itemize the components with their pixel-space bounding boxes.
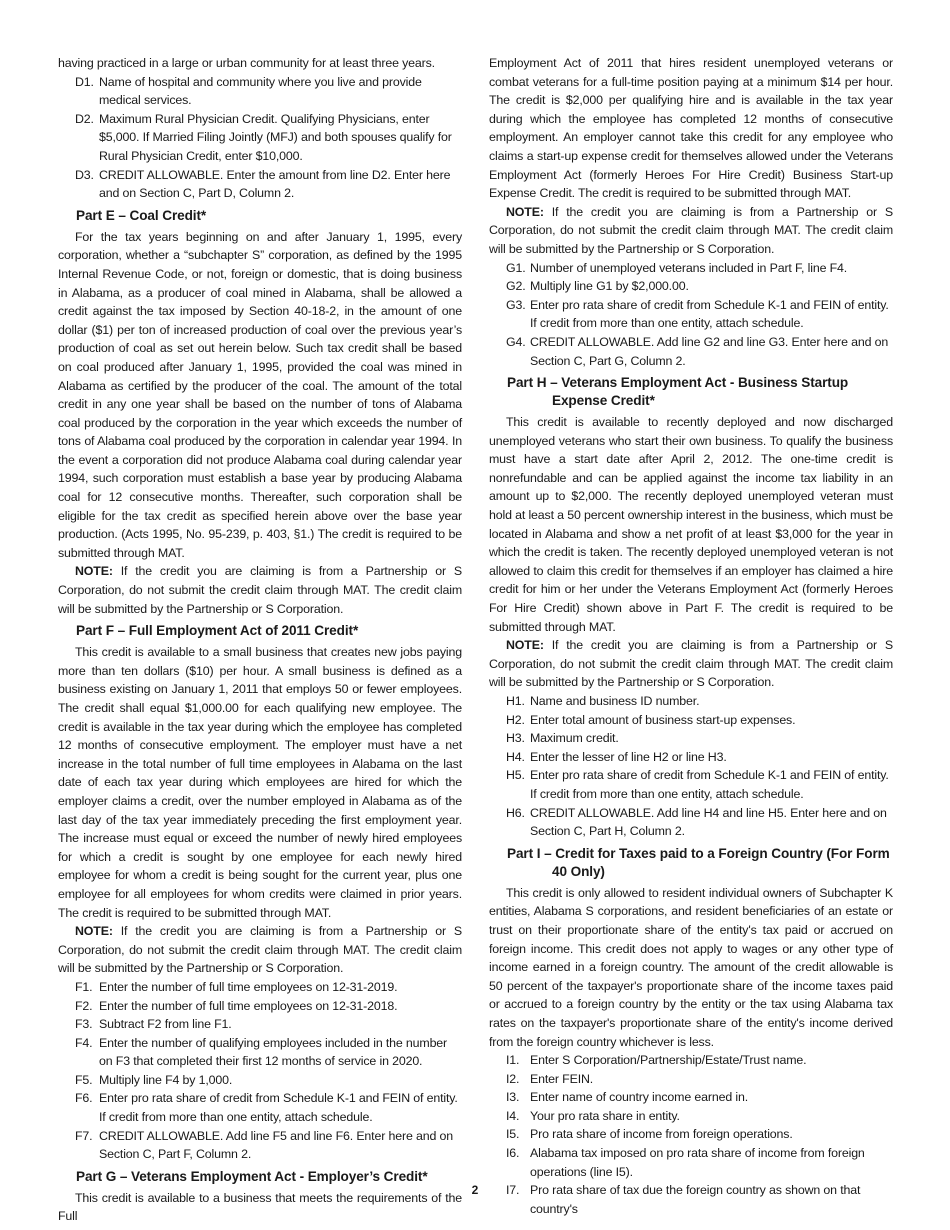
item-text: Name and business ID number. bbox=[530, 694, 700, 708]
item-text: Pro rata share of income from foreign operations. bbox=[530, 1127, 793, 1142]
intro-text: having practiced in a large or urban community for at least three years. bbox=[58, 56, 435, 70]
item-text: Name of hospital and community where you live and provide medical services. bbox=[99, 74, 422, 108]
item-text: Enter pro rata share of credit from Schedule K-1 and FEIN of entity. If credit from more than one entity, attach schedule. bbox=[530, 297, 889, 331]
part-f-note bbox=[58, 922, 462, 978]
part-g-note bbox=[489, 203, 893, 259]
item-text: Enter pro rata share of credit from Schedule K-1 and FEIN of entity. If credit from more than one entity, attach schedule. bbox=[99, 1091, 458, 1125]
h-items-list bbox=[506, 692, 893, 841]
note-label: NOTE: bbox=[75, 564, 113, 579]
list-item bbox=[506, 1070, 893, 1089]
list-item bbox=[75, 166, 462, 203]
item-number: I2. bbox=[506, 1071, 520, 1086]
right-column bbox=[489, 54, 893, 1218]
item-number: I3. bbox=[506, 1090, 520, 1105]
item-text: Enter S Corporation/Partnership/Estate/Trust name. bbox=[530, 1053, 807, 1068]
list-item bbox=[75, 1127, 462, 1164]
part-g-body-continued: Employment Act of 2011 that hires resident unemployed veterans or combat veterans for a full-time position paying at a minimum $14 per hour. The credit is $2,000 per qualifying hire and is available in the tax year during which the employee has completed 12 months of consecutive employment. An employer cannot take this credit for any employee who claims a start-up expense credit for themselves allowed under the Veterans Employment Act (formerly Heroes For Hire Credit) Business Start-up Expense Credit. The credit is required to be submitted through MAT. bbox=[489, 56, 893, 201]
item-text: Enter pro rata share of credit from Schedule K-1 and FEIN of entity. If credit from more than one entity, attach schedule. bbox=[530, 768, 889, 801]
item-number: F3. bbox=[75, 1017, 93, 1032]
item-number: H2. bbox=[506, 712, 525, 727]
item-text: Enter the lesser of line H2 or line H3. bbox=[530, 749, 727, 764]
item-number: G3. bbox=[506, 297, 526, 312]
item-number: H5. bbox=[506, 768, 525, 783]
item-number: F7. bbox=[75, 1128, 93, 1143]
item-number: H1. bbox=[506, 694, 525, 708]
item-number: F2. bbox=[75, 998, 93, 1013]
item-text: Multiply line G1 by $2,000.00. bbox=[530, 279, 689, 294]
item-text: Alabama tax imposed on pro rata share of income from foreign operations (line I5). bbox=[530, 1146, 865, 1179]
list-item bbox=[506, 748, 893, 767]
item-text: Multiply line F4 by 1,000. bbox=[99, 1072, 233, 1087]
item-number: H4. bbox=[506, 749, 525, 764]
list-item bbox=[506, 766, 893, 803]
note-label: NOTE: bbox=[506, 638, 544, 653]
item-text: Subtract F2 from line F1. bbox=[99, 1017, 232, 1032]
list-item bbox=[506, 729, 893, 748]
list-item bbox=[75, 1015, 462, 1034]
item-text: Maximum Rural Physician Credit. Qualifying Physicians, enter $5,000. If Married Filing Jointly (MFJ) and both spouses qualify for Rural Physician Credit, enter $10,000. bbox=[99, 111, 452, 163]
note-label: NOTE: bbox=[75, 924, 113, 939]
list-item bbox=[506, 1144, 893, 1181]
f-items-list bbox=[75, 978, 462, 1164]
part-e-body: For the tax years beginning on and after January 1, 1995, every corporation, whether a “subchapter S” corporation, as defined by the 1995 Internal Revenue Code, or not, foreign or domestic, that is doing business in Alabama, as a producer of coal mined in Alabama, shall be allowed a credit against the tax imposed by Section 40-18-2, in the amount of one dollar ($1) per ton of increased production of coal over the previous year’s production of coal as set out herein below. Such tax credit shall be based on coal produced after January 1, 1995, provided the coal was mined in Alabama as certified by the producer of the coal. The amount of the total credit in any one year shall be based on the number of tons of Alabama coal produced by the corporation in the year which exceeds the number of tons of Alabama coal produced by the corporation in calendar year 1994. In the event a corporation did not produce Alabama coal during calendar year 1994, such corporation must establish a base year by producing Alabama coal for 12 consecutive months. Thereafter, such corporation shall be eligible for the tax credit as specified herein above over the base year production. (Acts 1995, No. 95-239, p. 403, §1.) The credit is required to be submitted through MAT. bbox=[58, 229, 462, 560]
part-g-heading: Part G – Veterans Employment Act - Employer’s Credit* bbox=[76, 1168, 428, 1184]
item-number: I6. bbox=[506, 1146, 520, 1161]
item-number: F1. bbox=[75, 979, 93, 994]
list-item bbox=[506, 277, 893, 296]
part-f-body: This credit is available to a small business that creates new jobs paying more than ten dollars ($10) per hour. A small business is defined as a business existing on January 1, 2011 that employs 50 or fewer employees. The credit shall equal $1,000.00 for each qualifying new employee. The credit is available in the tax year during which the employee has completed 12 months of consecutive employment. The employer must have a net increase in the total number of full time employees in Alabama on the last date of each tax year during which employees are hired for which the employer claims a credit, over the number employed in Alabama as of the last day of the tax year immediately preceding the first employment year. The increase must equal or exceed the number of newly hired employees for which a credit is sought by one employee for each newly hired employee for whom a credit is being sought for the current year, plus one employee for all employees for whom credits were claimed in prior years. The credit is required to be submitted through MAT. bbox=[58, 645, 462, 920]
list-item bbox=[506, 804, 893, 841]
list-item bbox=[506, 259, 893, 278]
part-h-body: This credit is available to recently deployed and now discharged unemployed veterans who start their own business. To qualify the business must have a start date after April 2, 2012. The one-time credit is nonrefundable and can be applied against the income tax liability in an amount up to $2,000. The recently deployed unemployed veteran must hold at least a 50 percent ownership interest in the business, which must be located in Alabama and show a net profit of at least $3,000 for the year in which the credit is taken. The recently deployed unemployed veteran is not allowed to claim this credit for themselves if an employer has claimed a hire credit for him or her under the Veterans Employment Act (formerly Heroes For Hire Credit) shown above in Part F. The credit is required to be submitted through MAT. bbox=[489, 415, 893, 634]
item-text: CREDIT ALLOWABLE. Enter the amount from line D2. Enter here and on Section C, Part D, Column 2. bbox=[99, 167, 451, 201]
item-number: F5. bbox=[75, 1072, 93, 1087]
item-text: Enter FEIN. bbox=[530, 1071, 594, 1086]
item-text: Enter name of country income earned in. bbox=[530, 1090, 748, 1105]
list-item bbox=[75, 73, 462, 110]
item-number: G2. bbox=[506, 279, 526, 294]
left-column bbox=[58, 54, 462, 1226]
item-number: H6. bbox=[506, 805, 525, 820]
item-text: Enter the number of full time employees on 12-31-2018. bbox=[99, 998, 398, 1013]
item-number: D2. bbox=[75, 111, 94, 126]
item-number: I4. bbox=[506, 1108, 520, 1123]
list-item bbox=[75, 997, 462, 1016]
list-item bbox=[506, 1107, 893, 1126]
list-item bbox=[506, 1051, 893, 1070]
part-e-heading: Part E – Coal Credit* bbox=[76, 207, 207, 223]
item-text: Number of unemployed veterans included in Part F, line F4. bbox=[530, 260, 848, 275]
item-text: CREDIT ALLOWABLE. Add line F5 and line F6. Enter here and on Section C, Part F, Column 2. bbox=[99, 1128, 453, 1162]
item-number: G1. bbox=[506, 260, 526, 275]
list-item bbox=[506, 333, 893, 370]
item-text: Your pro rata share in entity. bbox=[530, 1108, 680, 1123]
item-number: G4. bbox=[506, 334, 526, 349]
part-i-heading: Part I – Credit for Taxes paid to a Foreign Country (For Form 40 Only) bbox=[507, 845, 890, 879]
note-label: NOTE: bbox=[506, 204, 544, 219]
part-g-body-start: This credit is available to a business that meets the requirements of the Full bbox=[58, 1190, 462, 1224]
item-number: I5. bbox=[506, 1127, 520, 1142]
item-number: H3. bbox=[506, 731, 525, 746]
item-text: Enter the number of full time employees on 12-31-2019. bbox=[99, 979, 398, 994]
item-text: Enter total amount of business start-up expenses. bbox=[530, 712, 796, 727]
part-f-heading: Part F – Full Employment Act of 2011 Credit* bbox=[76, 623, 359, 639]
item-text: CREDIT ALLOWABLE. Add line G2 and line G3. Enter here and on Section C, Part G, Column 2. bbox=[530, 334, 889, 368]
item-number: I7. bbox=[506, 1183, 520, 1198]
part-h-note bbox=[489, 636, 893, 692]
g-items-list bbox=[506, 259, 893, 371]
note-text: If the credit you are claiming is from a Partnership or S Corporation, do not submit the credit claim through MAT. The credit claim will be submitted by the Partnership or S Corporation. bbox=[58, 924, 462, 976]
item-text: Enter the number of qualifying employees included in the number on F3 that completed their first 12 months of service in 2020. bbox=[99, 1035, 448, 1069]
list-item bbox=[506, 296, 893, 333]
item-number: D1. bbox=[75, 74, 94, 89]
part-h-heading: Part H – Veterans Employment Act - Business Startup Expense Credit* bbox=[507, 375, 849, 409]
page-number: 2 bbox=[471, 1183, 479, 1197]
list-item bbox=[75, 110, 462, 166]
note-text: If the credit you are claiming is from a Partnership or S Corporation, do not submit the credit claim through MAT. The credit claim will be submitted by the Partnership or S Corporation. bbox=[489, 204, 893, 256]
item-number: D3. bbox=[75, 167, 94, 182]
list-item bbox=[506, 711, 893, 730]
item-text: CREDIT ALLOWABLE. Add line H4 and line H5. Enter here and on Section C, Part H, Column 2. bbox=[530, 805, 887, 839]
list-item bbox=[506, 692, 893, 711]
list-item bbox=[506, 1125, 893, 1144]
list-item bbox=[75, 1034, 462, 1071]
list-item bbox=[506, 1088, 893, 1107]
list-item bbox=[75, 978, 462, 997]
item-number: F6. bbox=[75, 1091, 93, 1106]
list-item bbox=[75, 1071, 462, 1090]
note-text: If the credit you are claiming is from a Partnership or S Corporation, do not submit the credit claim through MAT. The credit claim will be submitted by the Partnership or S Corporation. bbox=[58, 564, 462, 616]
part-e-note bbox=[58, 562, 462, 618]
item-text: Maximum credit. bbox=[530, 731, 619, 746]
list-item bbox=[75, 1089, 462, 1126]
part-i-body: This credit is only allowed to resident individual owners of Subchapter K entities, Alabama S corporations, and resident beneficiaries of an estate or trust on their proportionate share of the entity's tax paid or accrued on foreign income. This credit does not apply to wages or any other type of income earned in a foreign country. The amount of the credit allowable is 50 percent of the taxpayer's proportionate share of the income taxes paid or accrued to a foreign country by the entity or the tax using Alabama tax rates on the taxpayer's proportionate share of the entity's income derived from the foreign country whichever is less. bbox=[489, 885, 893, 1049]
d-items-list bbox=[75, 73, 462, 203]
item-number: I1. bbox=[506, 1053, 520, 1068]
note-text: If the credit you are claiming is from a Partnership or S Corporation, do not submit the credit claim through MAT. The credit claim will be submitted by the Partnership or S Corporation. bbox=[489, 638, 893, 690]
item-number: F4. bbox=[75, 1035, 93, 1050]
item-text: Pro rata share of tax due the foreign country as shown on that country's bbox=[530, 1183, 861, 1216]
